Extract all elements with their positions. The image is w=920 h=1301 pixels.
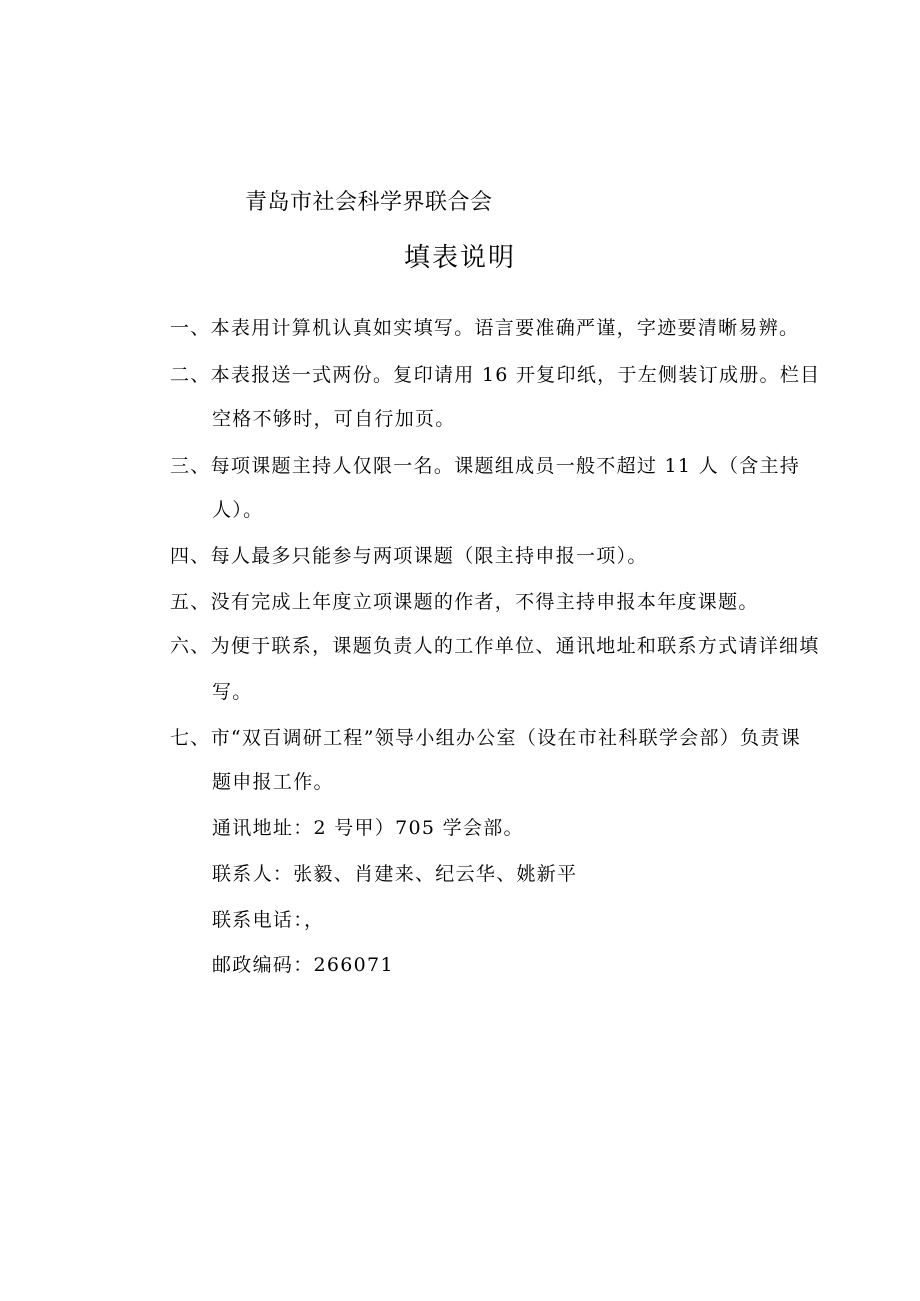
instruction-3-continued: 人）。: [212, 499, 264, 521]
instruction-1: 一、本表用计算机认真如实填写。语言要准确严谨，字迹要清晰易辨。: [170, 317, 800, 339]
contact-persons: 联系人：张毅、肖建来、纪云华、姚新平: [212, 863, 578, 885]
contact-address: 通讯地址：2 号甲）705 学会部。: [212, 817, 524, 839]
page-title: 填表说明: [403, 243, 516, 273]
instruction-3: 三、每项课题主持人仅限一名。课题组成员一般不超过 11 人（含主持: [170, 455, 801, 477]
instruction-4: 四、每人最多只能参与两项课题（限主持申报一项）。: [170, 545, 648, 567]
instruction-7-continued: 题申报工作。: [212, 771, 334, 793]
instruction-7: 七、市“双百调研工程”领导小组办公室（设在市社科联学会部）负责课: [170, 727, 802, 749]
instruction-2: 二、本表报送一式两份。复印请用 16 开复印纸，于左侧装订成册。栏目: [170, 364, 821, 386]
organization-name: 青岛市社会科学界联合会: [245, 190, 493, 215]
instruction-6-continued: 写。: [212, 681, 253, 703]
contact-phone: 联系电话：，: [212, 909, 325, 931]
contact-postcode: 邮政编码：266071: [212, 954, 394, 976]
instruction-5: 五、没有完成上年度立项课题的作者，不得主持申报本年度课题。: [170, 591, 759, 613]
instruction-2-continued: 空格不够时，可自行加页。: [212, 408, 456, 430]
instruction-6: 六、为便于联系，课题负责人的工作单位、通讯地址和联系方式请详细填: [170, 635, 820, 657]
